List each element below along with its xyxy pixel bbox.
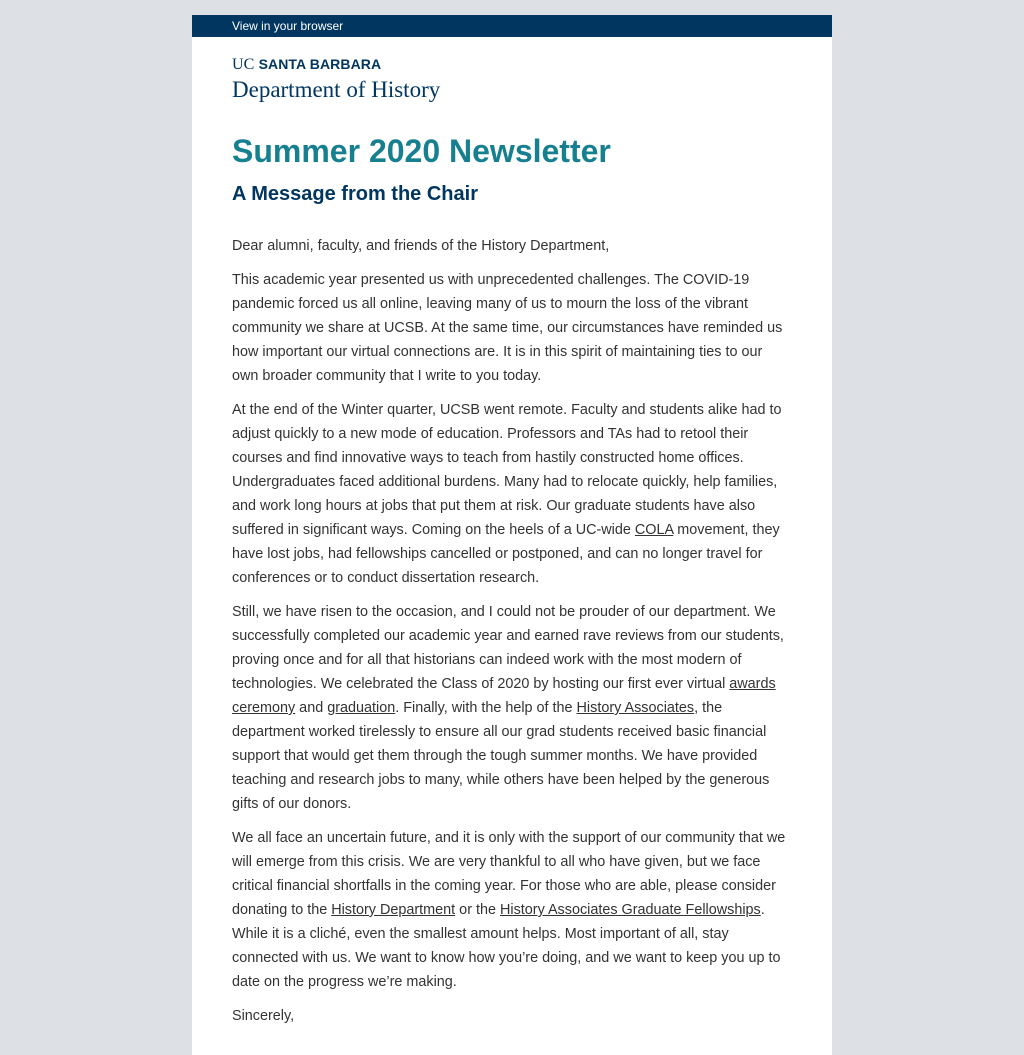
graduation-link[interactable]: graduation xyxy=(327,700,396,716)
newsletter-title: Summer 2020 Newsletter xyxy=(232,133,611,169)
text-span: movement, they have lost jobs, had fellowships cancelled or postponed, and can no longer travel for conferences or to conduct dissertation research. xyxy=(232,522,780,586)
text-span: , the department worked tirelessly to ensure all our grad students received basic financial support that would get them through the tough summer months. We have provided teaching and research jobs to many, while others have been helped by the generous gifts of our donors. xyxy=(232,700,770,812)
letter-paragraph-3 xyxy=(232,600,790,816)
logo-santa-barbara: SANTA BARBARA xyxy=(258,56,382,72)
letter-paragraph-1: This academic year presented us with unprecedented challenges. The COVID-19 pandemic forced us all online, leaving many of us to mourn the loss of the vibrant community we share at UCSB. At the same time, our circumstances have reminded us how important our virtual connections are. It is in this spirit of maintaining ties to our own broader community that I write to you today. xyxy=(232,272,783,384)
text-span: Still, we have risen to the occasion, and I could not be prouder of our department. We successfully completed our academic year and earned rave reviews from our students, proving once and for all that historians can indeed work with the most modern of technologies. We celebrated the Class of 2020 by hosting our first ever virtual xyxy=(232,604,784,692)
history-department-donate-link[interactable]: History Department xyxy=(331,902,456,918)
top-bar xyxy=(192,15,832,37)
logo-department: Department of History xyxy=(232,77,441,102)
awards-ceremony-link[interactable]: awards ceremony xyxy=(232,676,776,716)
logo-university xyxy=(232,56,790,74)
graduate-fellowships-donate-link[interactable]: History Associates Graduate Fellowships xyxy=(499,902,761,918)
email-content xyxy=(192,56,832,1028)
text-span: . Finally, with the help of the xyxy=(395,700,577,716)
text-span: At the end of the Winter quarter, UCSB went remote. Faculty and students alike had to adjust quickly to a new mode of education. Professors and TAs had to retool their courses and find innovative ways to teach from hastily constructed home offices. Undergraduates faced additional burdens. Many had to relocate quickly, help families, and work long hours at jobs that put them at risk. Our graduate students have also suffered in significant ways. Coming on the heels of a UC-wide xyxy=(232,402,782,538)
letter-greeting: Dear alumni, faculty, and friends of the History Department, xyxy=(232,238,610,254)
text-span: . While it is a cliché, even the smallest amount helps. Most important of all, stay connected with us. We want to know how you’re doing, and we want to keep you up to date on the progress we’re making. xyxy=(232,902,781,990)
text-span: or the xyxy=(455,902,500,918)
cola-link[interactable]: COLA xyxy=(634,522,674,538)
letter-body xyxy=(232,234,790,1028)
history-associates-link[interactable]: History Associates xyxy=(576,700,695,716)
ucsb-history-logo xyxy=(232,56,790,102)
email-container xyxy=(192,15,832,1055)
text-span: We all face an uncertain future, and it is only with the support of our community that we will emerge from this crisis. We are very thankful to all who have given, but we face critical financial shortfalls in the coming year. For those who are able, please consider donating to the xyxy=(232,830,786,918)
logo-uc: UC xyxy=(232,56,255,73)
text-span: and xyxy=(295,700,328,716)
letter-paragraph-2 xyxy=(232,398,790,590)
letter-paragraph-4 xyxy=(232,826,790,994)
letter-closing: Sincerely, xyxy=(232,1008,295,1024)
newsletter-subtitle: A Message from the Chair xyxy=(232,183,478,205)
view-in-browser-link[interactable]: View in your browser xyxy=(232,19,344,33)
